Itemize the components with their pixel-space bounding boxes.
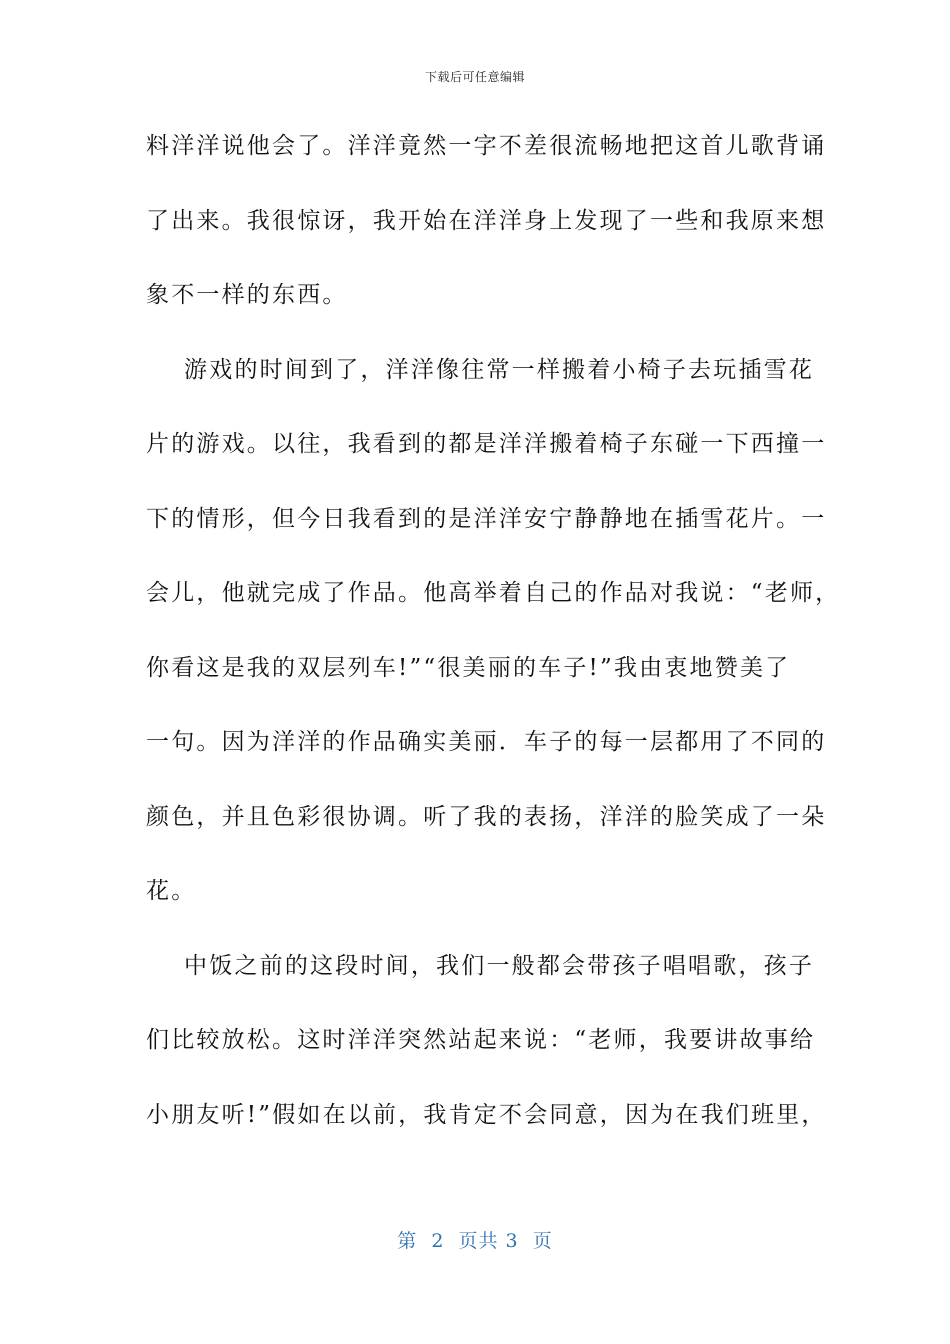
document-body — [146, 128, 841, 1171]
text-line: 们比较放松。这时洋洋突然站起来说：“老师，我要讲故事给 — [146, 1027, 816, 1053]
text-line: 象不一样的东西。 — [146, 282, 348, 308]
text-line: 一句。因为洋洋的作品确实美丽．车子的每一层都用了不同的 — [146, 729, 827, 755]
text-line: 了出来。我很惊讶，我开始在洋洋身上发现了一些和我原来想 — [146, 207, 827, 234]
page-number-footer: 第 2 页共 3 页 — [397, 1230, 553, 1252]
text-line: 料洋洋说他会了。洋洋竟然一字不差很流畅地把这首儿歌背诵 — [146, 133, 827, 159]
text-line: 小朋友听!”假如在以前，我肯定不会同意，因为在我们班里， — [146, 1101, 827, 1128]
text-line: 下的情形，但今日我看到的是洋洋安宁静静地在插雪花片。一 — [146, 505, 827, 532]
text-line: 游戏的时间到了，洋洋像往常一样搬着小椅子去玩插雪花 — [146, 356, 815, 383]
text-line: 片的游戏。以往，我看到的都是洋洋搬着椅子东碰一下西撞一 — [146, 431, 827, 457]
header-note: 下载后可任意编辑 — [424, 70, 525, 84]
text-line: 花。 — [146, 878, 197, 904]
text-line: 会儿，他就完成了作品。他高举着自己的作品对我说：“老师， — [146, 580, 841, 606]
text-line: 颜色，并且色彩很协调。听了我的表扬，洋洋的脸笑成了一朵 — [146, 803, 827, 830]
text-line: 你看这是我的双层列车!”“很美丽的车子!”我由衷地赞美了 — [146, 654, 791, 681]
text-line: 中饭之前的这段时间，我们一般都会带孩子唱唱歌，孩子 — [146, 952, 815, 979]
